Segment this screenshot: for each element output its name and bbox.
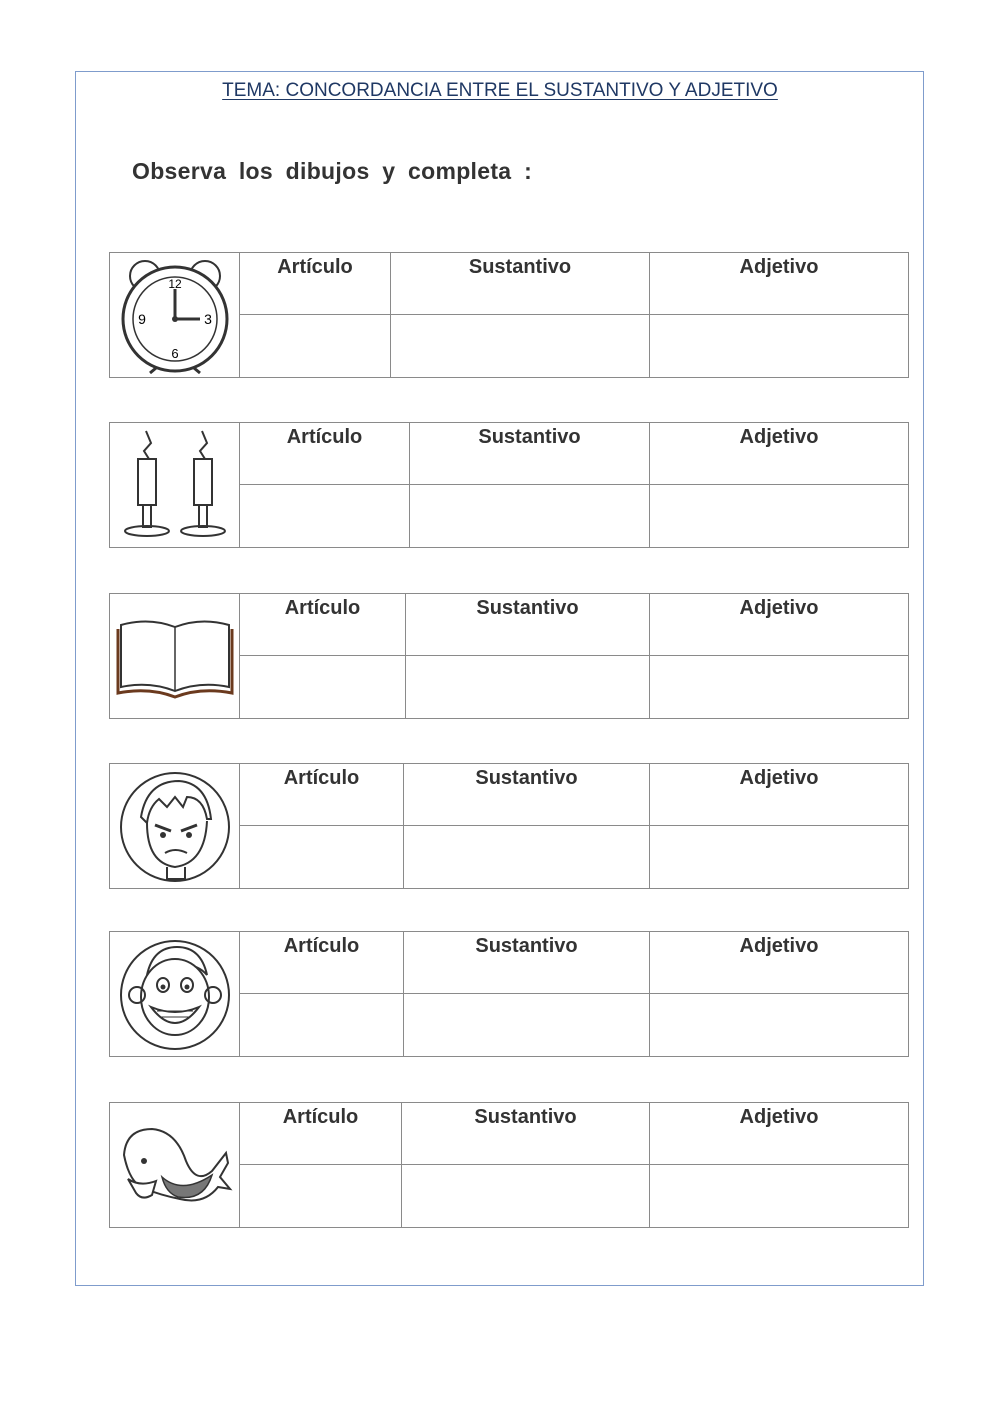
column-header-adjetivo: Adjetivo [650,423,909,485]
whale-icon [116,1115,234,1215]
picture-cell [110,1103,240,1228]
picture-cell [110,764,240,889]
candles-icon [116,425,234,545]
answer-cell-articulo[interactable] [240,485,410,548]
worksheet-table-clock [109,252,909,378]
answer-cell-sustantivo[interactable] [406,656,650,719]
column-header-sustantivo: Sustantivo [406,594,650,656]
picture-cell [110,932,240,1057]
worksheet-table-angry-boy [109,763,909,889]
answer-cell-articulo[interactable] [240,656,406,719]
answer-cell-adjetivo[interactable] [650,826,909,889]
column-header-articulo: Artículo [240,594,406,656]
column-header-adjetivo: Adjetivo [650,594,909,656]
answer-cell-adjetivo[interactable] [650,1165,909,1228]
column-header-articulo: Artículo [240,764,404,826]
svg-text:9: 9 [137,311,146,327]
answer-cell-articulo[interactable] [240,994,404,1057]
answer-cell-sustantivo[interactable] [402,1165,650,1228]
answer-cell-sustantivo[interactable] [404,826,650,889]
worksheet-table-smiling-boy [109,931,909,1057]
alarm-clock-icon [116,256,234,374]
column-header-articulo: Artículo [240,423,410,485]
column-header-sustantivo: Sustantivo [404,932,650,994]
instruction-text: Observa los dibujos y completa : [132,158,533,184]
worksheet-table-candles [109,422,909,548]
answer-cell-adjetivo[interactable] [650,315,909,378]
column-header-sustantivo: Sustantivo [404,764,650,826]
svg-text:6: 6 [170,346,179,361]
answer-cell-articulo[interactable] [240,1165,402,1228]
answer-cell-adjetivo[interactable] [650,994,909,1057]
picture-cell [110,253,240,378]
picture-cell [110,594,240,719]
answer-cell-adjetivo[interactable] [650,485,909,548]
worksheet-table-book [109,593,909,719]
open-book-icon [115,611,235,701]
column-header-sustantivo: Sustantivo [410,423,650,485]
svg-text:3: 3 [203,311,212,327]
answer-cell-sustantivo[interactable] [391,315,650,378]
page-title: TEMA: CONCORDANCIA ENTRE EL SUSTANTIVO Y ADJETIVO [222,80,778,101]
answer-cell-sustantivo[interactable] [404,994,650,1057]
svg-text:12: 12 [167,277,182,291]
worksheet-table-whale [109,1102,909,1228]
column-header-adjetivo: Adjetivo [650,932,909,994]
picture-cell [110,423,240,548]
column-header-adjetivo: Adjetivo [650,253,909,315]
answer-cell-adjetivo[interactable] [650,656,909,719]
column-header-articulo: Artículo [240,932,404,994]
column-header-adjetivo: Adjetivo [650,1103,909,1165]
column-header-adjetivo: Adjetivo [650,764,909,826]
smiling-boy-icon [117,935,233,1053]
column-header-sustantivo: Sustantivo [391,253,650,315]
column-header-sustantivo: Sustantivo [402,1103,650,1165]
column-header-articulo: Artículo [240,1103,402,1165]
answer-cell-articulo[interactable] [240,315,391,378]
column-header-articulo: Artículo [240,253,391,315]
angry-boy-icon [117,767,233,885]
answer-cell-sustantivo[interactable] [410,485,650,548]
answer-cell-articulo[interactable] [240,826,404,889]
